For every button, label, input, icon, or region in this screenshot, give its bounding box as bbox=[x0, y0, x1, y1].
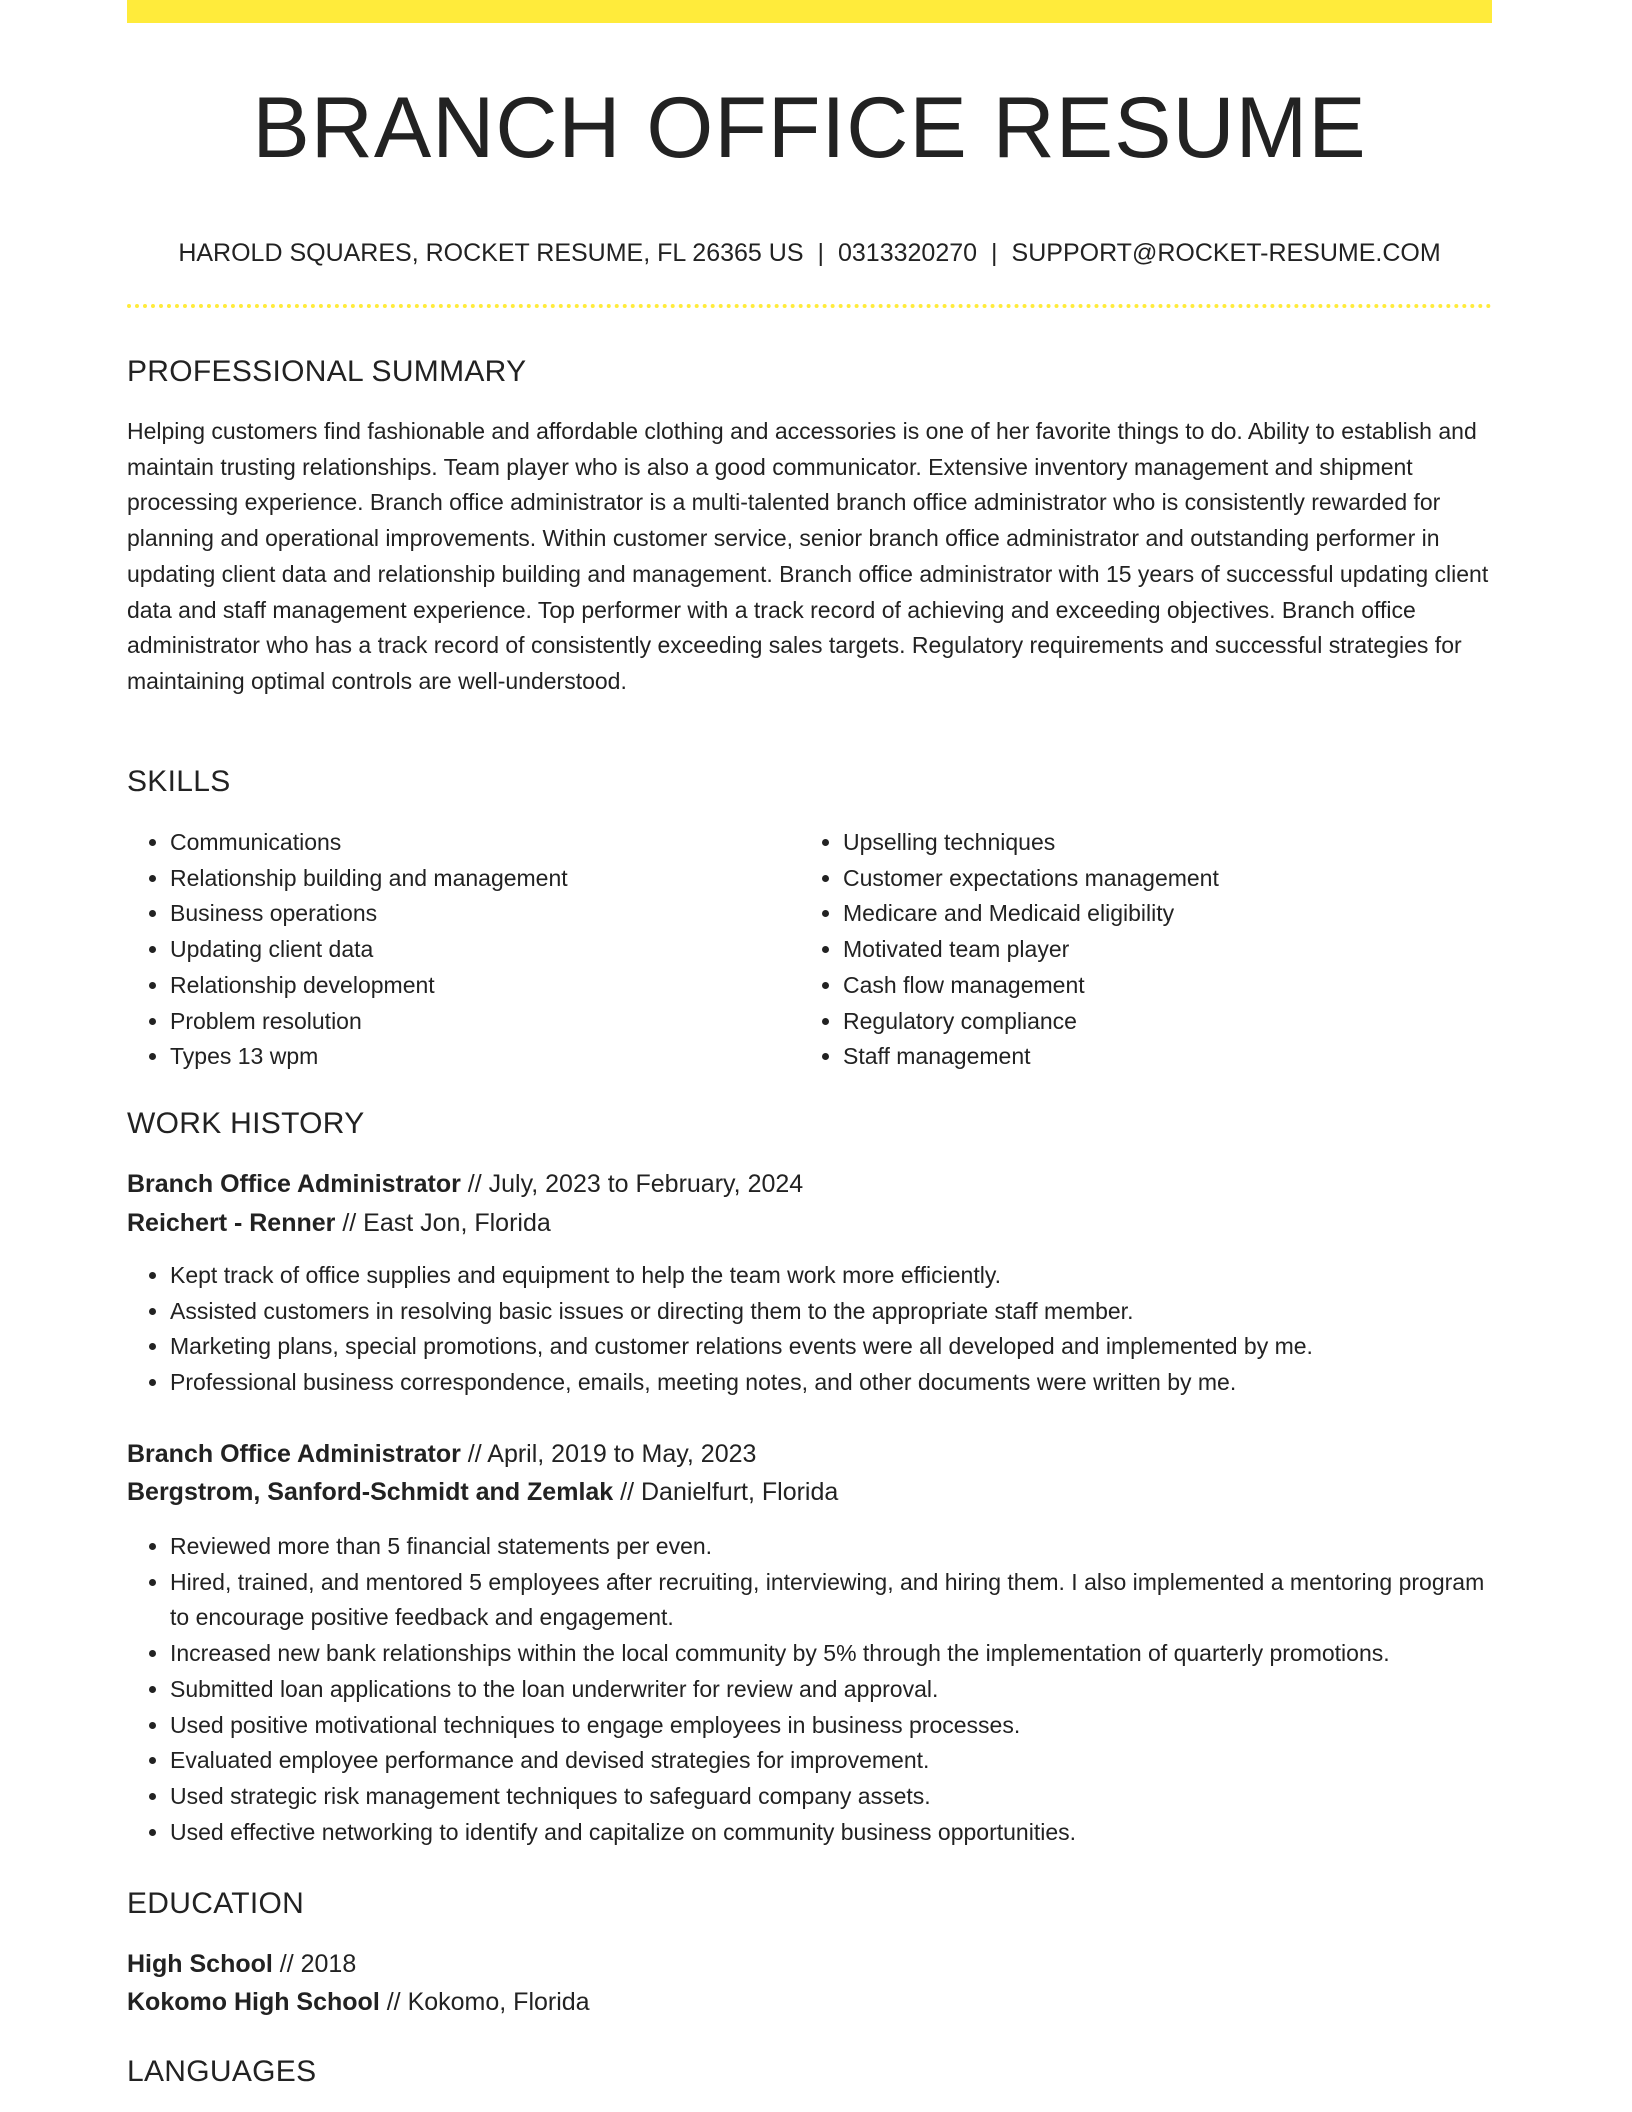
job-duty: • Professional business correspondence, emails, meeting notes, and other documents were written by me. bbox=[170, 1365, 1492, 1401]
job-dates: // April, 2019 to May, 2023 bbox=[460, 1440, 757, 1468]
skill-item: • Medicare and Medicaid eligibility bbox=[843, 896, 1483, 932]
skill-item: • Business operations bbox=[170, 896, 810, 932]
job-location: // Danielfurt, Florida bbox=[613, 1478, 839, 1506]
education-degree-line bbox=[127, 1945, 356, 1983]
job-duty: • Increased new bank relationships within the local community by 5% through the implementation of quarterly promotions. bbox=[170, 1636, 1492, 1672]
contact-phone: 0313320270 bbox=[838, 239, 978, 267]
job-dates: // July, 2023 to February, 2024 bbox=[460, 1170, 804, 1198]
job-duty: • Hired, trained, and mentored 5 employees after recruiting, interviewing, and hiring them. I also implemented a mentoring program to encourage positive feedback and engagement. bbox=[170, 1565, 1492, 1636]
skill-item: • Problem resolution bbox=[170, 1004, 810, 1040]
education-school: Kokomo High School bbox=[127, 1988, 380, 2016]
education-location: // Kokomo, Florida bbox=[379, 1988, 590, 2016]
dotted-divider bbox=[127, 304, 1492, 308]
job-duty: • Used strategic risk management techniques to safeguard company assets. bbox=[170, 1779, 1492, 1815]
skills-list-left bbox=[127, 825, 810, 1075]
education-heading: EDUCATION bbox=[127, 1887, 305, 1920]
job-duty: • Reviewed more than 5 financial statements per even. bbox=[170, 1529, 1492, 1565]
job-company-line bbox=[127, 1204, 551, 1242]
education-school-line bbox=[127, 1983, 590, 2021]
contact-line bbox=[127, 236, 1492, 270]
resume-title: BRANCH OFFICE RESUME bbox=[252, 80, 1367, 176]
contact-separator: | bbox=[991, 239, 998, 267]
languages-heading: LANGUAGES bbox=[127, 2055, 317, 2088]
job-title: Branch Office Administrator bbox=[127, 1440, 461, 1468]
skill-item: • Relationship development bbox=[170, 968, 810, 1004]
job-title-line bbox=[127, 1165, 803, 1203]
skill-item: • Relationship building and management bbox=[170, 861, 810, 897]
skills-list-right bbox=[800, 825, 1483, 1075]
job-title: Branch Office Administrator bbox=[127, 1170, 461, 1198]
job-duty: • Evaluated employee performance and devised strategies for improvement. bbox=[170, 1743, 1492, 1779]
summary-text: Helping customers find fashionable and affordable clothing and accessories is one of her favorite things to do. Ability to establish and maintain trusting relationships. Team player who is also a good communicator. Extensive inventory management and shipment processing experience. Branch office administrator is a multi-talented branch office administrator who is consistently rewarded for planning and operational improvements. Within customer service, senior branch office administrator and outstanding performer in updating client data and relationship building and management. Branch office administrator with 15 years of successful updating client data and staff management experience. Top performer with a track record of achieving and exceeding objectives. Branch office administrator who has a track record of consistently exceeding sales targets. Regulatory requirements and successful strategies for maintaining optimal controls are well-understood. bbox=[127, 418, 1489, 694]
skill-item: • Types 13 wpm bbox=[170, 1039, 810, 1075]
job-duties-list bbox=[127, 1529, 1492, 1850]
skill-item: • Upselling techniques bbox=[843, 825, 1483, 861]
top-accent-bar bbox=[127, 0, 1492, 23]
job-location: // East Jon, Florida bbox=[335, 1209, 551, 1237]
job-company: Reichert - Renner bbox=[127, 1209, 336, 1237]
education-year: // 2018 bbox=[272, 1950, 357, 1978]
job-duty: • Used positive motivational techniques to engage employees in business processes. bbox=[170, 1708, 1492, 1744]
skill-item: • Staff management bbox=[843, 1039, 1483, 1075]
skills-heading: SKILLS bbox=[127, 765, 231, 798]
job-duty: • Assisted customers in resolving basic issues or directing them to the appropriate staff member. bbox=[170, 1294, 1492, 1330]
job-company: Bergstrom, Sanford-Schmidt and Zemlak bbox=[127, 1478, 614, 1506]
contact-address: HAROLD SQUARES, ROCKET RESUME, FL 26365 US bbox=[178, 239, 804, 267]
education-degree: High School bbox=[127, 1950, 273, 1978]
skill-item: • Motivated team player bbox=[843, 932, 1483, 968]
summary-heading: PROFESSIONAL SUMMARY bbox=[127, 355, 527, 388]
job-title-line bbox=[127, 1435, 756, 1473]
work-history-heading: WORK HISTORY bbox=[127, 1107, 365, 1140]
job-company-line bbox=[127, 1473, 838, 1511]
job-duties-list bbox=[127, 1258, 1492, 1401]
job-duty: • Submitted loan applications to the loan underwriter for review and approval. bbox=[170, 1672, 1492, 1708]
skill-item: • Customer expectations management bbox=[843, 861, 1483, 897]
skill-item: • Updating client data bbox=[170, 932, 810, 968]
job-duty: • Kept track of office supplies and equipment to help the team work more efficiently. bbox=[170, 1258, 1492, 1294]
skill-item: • Communications bbox=[170, 825, 810, 861]
skill-item: • Cash flow management bbox=[843, 968, 1483, 1004]
contact-separator: | bbox=[817, 239, 824, 267]
job-duty: • Marketing plans, special promotions, and customer relations events were all developed and implemented by me. bbox=[170, 1329, 1492, 1365]
job-duty: • Used effective networking to identify and capitalize on community business opportunities. bbox=[170, 1815, 1492, 1851]
contact-email: SUPPORT@ROCKET-RESUME.COM bbox=[1011, 239, 1441, 267]
skill-item: • Regulatory compliance bbox=[843, 1004, 1483, 1040]
